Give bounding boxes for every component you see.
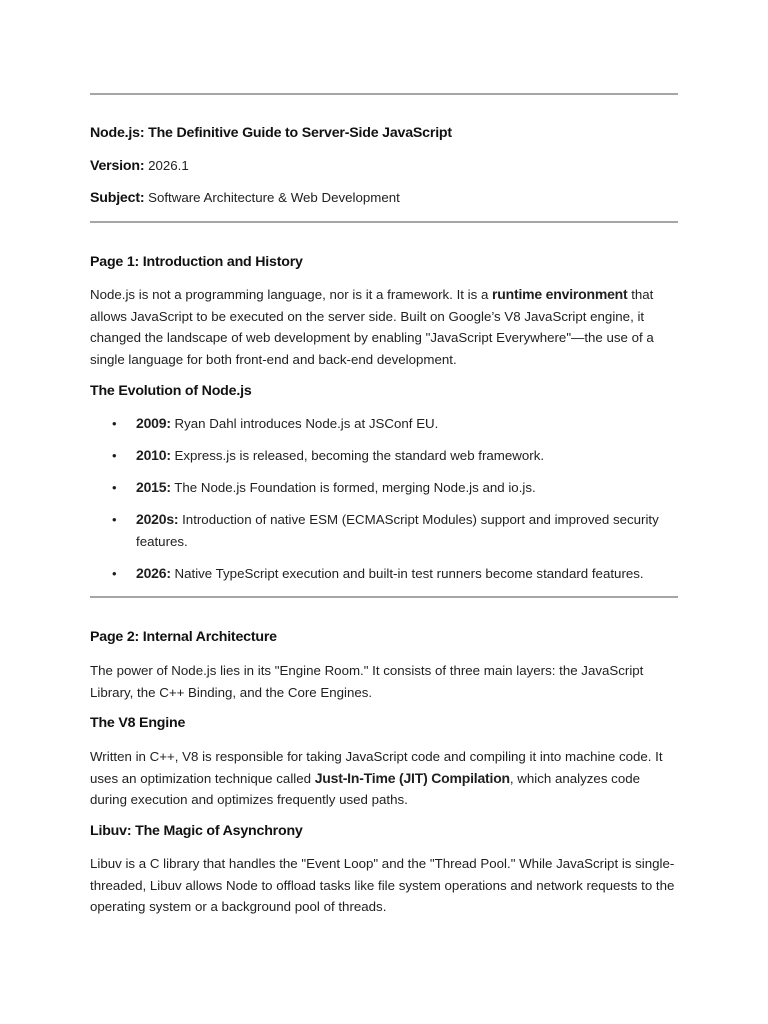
timeline-item-2009 — [90, 413, 678, 435]
bullet-icon: • — [112, 416, 117, 431]
timeline-year: 2020s: — [136, 511, 179, 528]
title-divider — [90, 221, 678, 223]
timeline-text: Express.js is released, becoming the standard web framework. — [170, 448, 545, 464]
v8-heading: The V8 Engine — [90, 715, 186, 731]
timeline-item-2010 — [90, 445, 678, 467]
document-title: Node.js: The Definitive Guide to Server-Side JavaScript — [90, 125, 452, 141]
page1-intro-text-a: Node.js is not a programming language, nor is it a framework. It is a — [90, 287, 493, 302]
bullet-icon: • — [112, 512, 117, 528]
subject-value: Software Architecture & Web Development — [148, 190, 400, 205]
bullet-icon: • — [112, 480, 117, 496]
subject-line — [90, 189, 678, 207]
subject-label: Subject: — [90, 190, 145, 206]
version-line — [90, 157, 678, 175]
bullet-icon: • — [112, 448, 117, 464]
timeline-year: 2015: — [136, 479, 171, 496]
v8-description — [90, 746, 678, 811]
timeline-year: 2026: — [136, 565, 171, 582]
version-label: Version: — [90, 158, 145, 174]
jit-compilation-emphasis: Just-In-Time (JIT) Compilation — [314, 769, 510, 786]
page2-heading: Page 2: Internal Architecture — [90, 629, 277, 645]
page-divider — [90, 596, 678, 598]
bullet-icon: • — [112, 566, 117, 582]
timeline-text: Ryan Dahl introduces Node.js at JSConf EU. — [170, 416, 439, 431]
libuv-heading: Libuv: The Magic of Asynchrony — [90, 823, 303, 839]
timeline-item-2020s — [90, 509, 678, 552]
evolution-heading: The Evolution of Node.js — [90, 383, 252, 399]
timeline-item-2026 — [90, 563, 678, 585]
version-value: 2026.1 — [148, 158, 189, 173]
libuv-description: Libuv is a C library that handles the "Event Loop" and the "Thread Pool." While JavaScript is single-threaded, Libuv allows Node to offload tasks like file system operations and network requests to the operating system or a background pool of threads. — [90, 856, 675, 915]
v8-text-a: Written in C++, V8 is responsible for taking JavaScript code and compiling it into machine code. It uses an optimization technique called — [90, 749, 663, 786]
page1-intro-text-b: that allows JavaScript to be executed on the server side. Built on Google’s V8 JavaScript engine, it changed the landscape of web development by enabling "JavaScript Everywhere"—the use of a single language for both front-end and back-end development. — [90, 287, 654, 368]
timeline-text: Native TypeScript execution and built-in test runners become standard features. — [170, 566, 644, 582]
page2-intro: The power of Node.js lies in its "Engine Room." It consists of three main layers: the JavaScript Library, the C++ Binding, and the Core Engines. — [90, 663, 644, 700]
evolution-timeline — [90, 413, 678, 585]
top-divider — [90, 93, 678, 95]
timeline-year: 2009: — [136, 415, 171, 431]
page1-intro — [90, 284, 678, 371]
v8-text-b: , which analyzes code during execution and optimizes frequently used paths. — [90, 770, 641, 808]
runtime-environment-emphasis: runtime environment — [492, 286, 628, 302]
timeline-item-2015 — [90, 477, 678, 499]
timeline-year: 2010: — [136, 447, 171, 464]
timeline-text: Introduction of native ESM (ECMAScript Modules) support and improved security features. — [136, 512, 659, 549]
timeline-text: The Node.js Foundation is formed, merging Node.js and io.js. — [170, 480, 536, 496]
page1-heading: Page 1: Introduction and History — [90, 254, 303, 270]
